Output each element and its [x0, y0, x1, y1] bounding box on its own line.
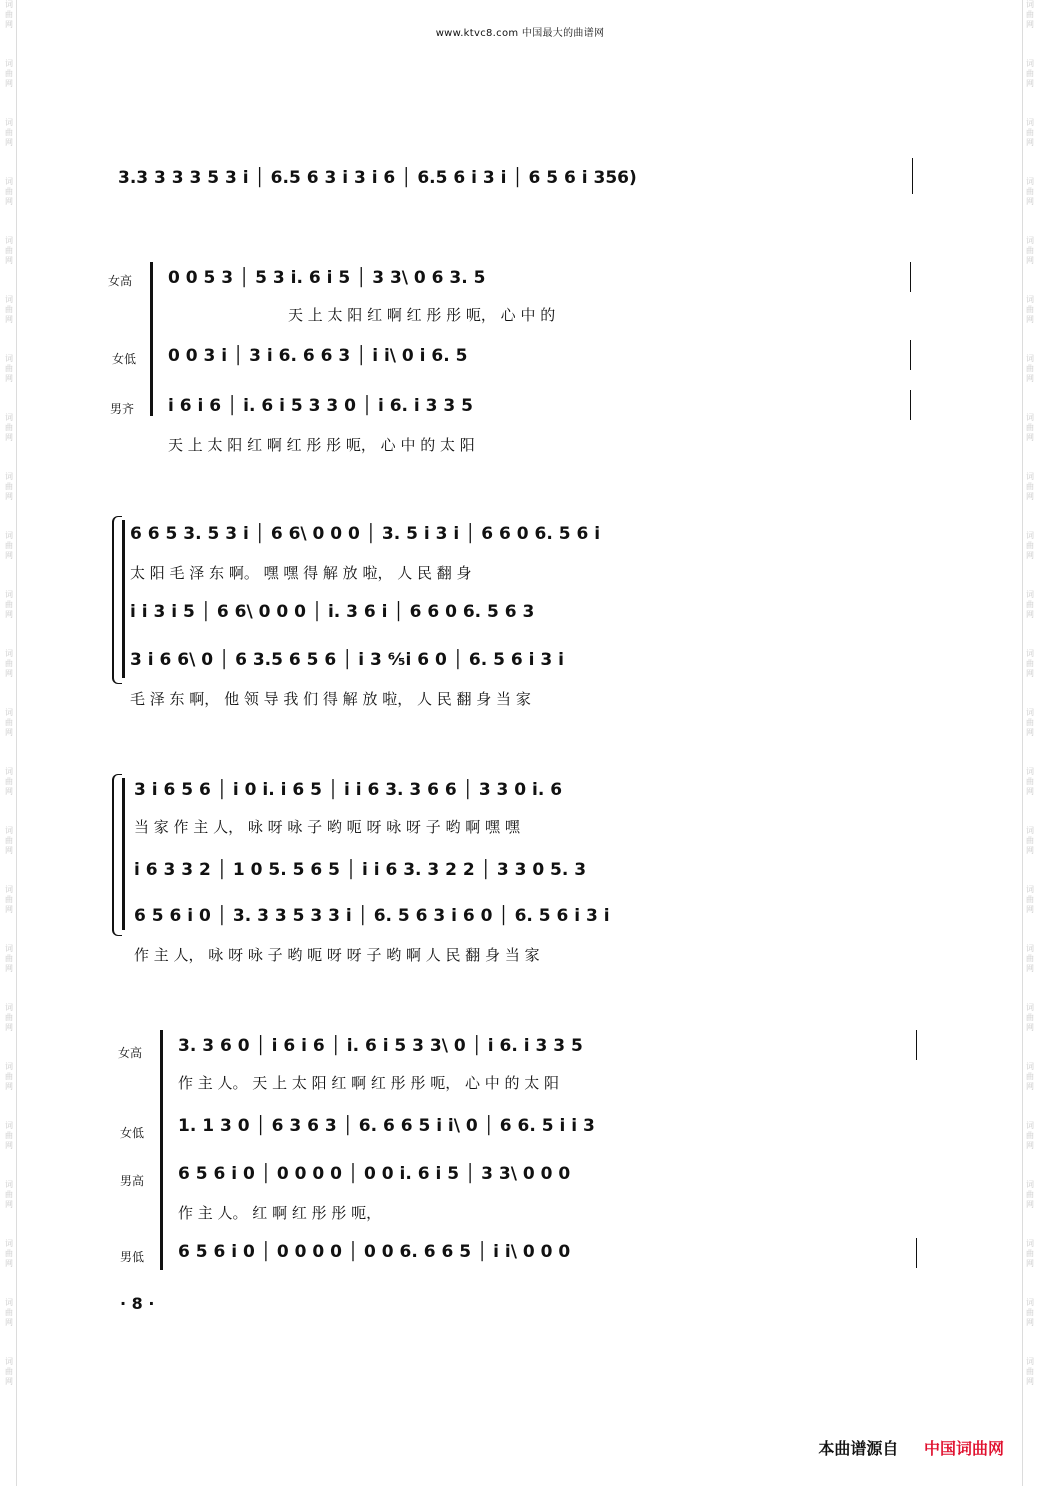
- label-s4-alto: 女低: [120, 1126, 145, 1140]
- watermark-group: [1026, 1121, 1034, 1151]
- label-alto: 女低: [112, 352, 137, 366]
- watermark-glyph: 词: [5, 590, 13, 599]
- page-number: · 8 ·: [120, 1294, 155, 1313]
- watermark-glyph: 词: [5, 1180, 13, 1189]
- watermark-group: [1026, 590, 1034, 620]
- watermark-glyph: 词: [5, 1298, 13, 1307]
- watermark-glyph: 网: [5, 1141, 13, 1150]
- footer-site: 中国词曲网: [923, 1439, 1004, 1458]
- watermark-glyph: 词: [1026, 1239, 1034, 1248]
- s1-bar2: [910, 340, 911, 370]
- watermark-glyph: 词: [1026, 826, 1034, 835]
- s4-bar: [916, 1030, 917, 1060]
- s1-soprano-lyrics: 天 上 太 阳 红 啊 红 彤 彤 呃， 心 中 的: [288, 306, 556, 324]
- watermark-group: [1026, 1003, 1034, 1033]
- watermark-glyph: 网: [1026, 728, 1034, 737]
- watermark-glyph: 词: [1026, 177, 1034, 186]
- watermark-glyph: 曲: [5, 482, 13, 491]
- watermark-glyph: 词: [1026, 1003, 1034, 1012]
- watermark-glyph: 网: [1026, 256, 1034, 265]
- watermark-glyph: 曲: [5, 954, 13, 963]
- watermark-glyph: 词: [5, 236, 13, 245]
- watermark-glyph: 词: [5, 767, 13, 776]
- watermark-group: [5, 1003, 13, 1033]
- watermark-group: [1026, 295, 1034, 325]
- watermark-glyph: 网: [5, 610, 13, 619]
- watermark-glyph: 网: [5, 964, 13, 973]
- s1-alto-notes: 0 0 3 i │ 3 i 6. 6 6 3 │ i i\ 0 i 6. 5: [168, 346, 468, 366]
- watermark-glyph: 网: [5, 433, 13, 442]
- s4-soprano-notes: 3. 3 6 0 │ i 6 i 6 │ i. 6 i 5 3 3\ 0 │ i 6. i 3 3 5: [178, 1036, 583, 1056]
- watermark-glyph: 网: [1026, 79, 1034, 88]
- watermark-glyph: 曲: [1026, 69, 1034, 78]
- watermark-glyph: 词: [5, 826, 13, 835]
- s4-tenor-notes: 6 5 6 i 0 │ 0 0 0 0 │ 0 0 i. 6 i 5 │ 3 3\ 0 0 0: [178, 1164, 571, 1184]
- label-s4-tenor: 男高: [120, 1174, 145, 1188]
- watermark-glyph: 曲: [5, 1072, 13, 1081]
- watermark-glyph: 网: [5, 728, 13, 737]
- watermark-group: [1026, 1357, 1034, 1387]
- watermark-glyph: 曲: [1026, 1190, 1034, 1199]
- watermark-glyph: 曲: [1026, 895, 1034, 904]
- source-footer: [818, 1436, 1004, 1459]
- watermark-glyph: 网: [5, 256, 13, 265]
- s2-soprano-lyrics: 太 阳 毛 泽 东 啊。 嘿 嘿 得 解 放 啦， 人 民 翻 身: [130, 564, 472, 582]
- watermark-group: [1026, 767, 1034, 797]
- watermark-glyph: 曲: [1026, 187, 1034, 196]
- watermark-glyph: 曲: [1026, 1308, 1034, 1317]
- watermark-glyph: 曲: [5, 423, 13, 432]
- watermark-glyph: 词: [1026, 472, 1034, 481]
- watermark-glyph: 词: [5, 1062, 13, 1071]
- watermark-glyph: 词: [5, 1003, 13, 1012]
- watermark-glyph: 词: [1026, 708, 1034, 717]
- watermark-group: [5, 354, 13, 384]
- watermark-glyph: 曲: [1026, 541, 1034, 550]
- system2-brace: [112, 516, 122, 684]
- watermark-glyph: 网: [5, 1023, 13, 1032]
- watermark-glyph: 曲: [1026, 482, 1034, 491]
- watermark-group: [5, 531, 13, 561]
- watermark-right: [1024, 0, 1036, 1486]
- watermark-glyph: 网: [1026, 374, 1034, 383]
- watermark-left: [3, 0, 15, 1486]
- watermark-group: [1026, 236, 1034, 266]
- watermark-group: [1026, 354, 1034, 384]
- s4-tenor-lyrics: 作 主 人。 红 啊 红 彤 彤 呃，: [178, 1204, 382, 1222]
- watermark-glyph: 网: [1026, 433, 1034, 442]
- watermark-glyph: 词: [1026, 413, 1034, 422]
- system2-bracket: [122, 520, 129, 678]
- watermark-group: [5, 177, 13, 207]
- watermark-glyph: 网: [1026, 1259, 1034, 1268]
- watermark-group: [5, 1180, 13, 1210]
- watermark-glyph: 词: [1026, 118, 1034, 127]
- watermark-glyph: 曲: [1026, 659, 1034, 668]
- s2-alto-notes: i i 3 i 5 │ 6 6\ 0 0 0 │ i. 3 6 i │ 6 6 0 6. 5 6 3: [130, 602, 535, 622]
- watermark-glyph: 曲: [5, 69, 13, 78]
- watermark-group: [1026, 1239, 1034, 1269]
- s2-men-notes: 3 i 6 6\ 0 │ 6 3.5 6 5 6 │ i 3 ⁶⁄₅i 6 0 │ 6. 5 6 i 3 i: [130, 650, 564, 670]
- watermark-group: [1026, 944, 1034, 974]
- watermark-glyph: 词: [1026, 1180, 1034, 1189]
- watermark-glyph: 网: [1026, 197, 1034, 206]
- watermark-glyph: 网: [5, 1259, 13, 1268]
- s3-soprano-lyrics: 当 家 作 主 人， 咏 呀 咏 子 哟 呃 呀 咏 呀 子 哟 啊 嘿 嘿: [134, 818, 520, 836]
- watermark-glyph: 词: [1026, 59, 1034, 68]
- watermark-glyph: 网: [1026, 1141, 1034, 1150]
- watermark-glyph: 词: [5, 944, 13, 953]
- watermark-glyph: 网: [1026, 964, 1034, 973]
- watermark-group: [1026, 1062, 1034, 1092]
- watermark-glyph: 词: [1026, 649, 1034, 658]
- watermark-glyph: 词: [1026, 354, 1034, 363]
- watermark-glyph: 词: [1026, 236, 1034, 245]
- watermark-glyph: 网: [1026, 138, 1034, 147]
- s4-alto-notes: 1. 1 3 0 │ 6 3 6 3 │ 6. 6 6 5 i i\ 0 │ 6 6. 5 i i 3: [178, 1116, 595, 1136]
- watermark-glyph: 曲: [1026, 954, 1034, 963]
- watermark-glyph: 曲: [1026, 718, 1034, 727]
- watermark-glyph: 词: [1026, 295, 1034, 304]
- watermark-glyph: 网: [1026, 1023, 1034, 1032]
- watermark-group: [5, 295, 13, 325]
- watermark-group: [1026, 472, 1034, 502]
- watermark-glyph: 词: [1026, 531, 1034, 540]
- watermark-glyph: 网: [5, 374, 13, 383]
- watermark-group: [5, 590, 13, 620]
- watermark-glyph: 曲: [5, 1308, 13, 1317]
- watermark-glyph: 曲: [1026, 305, 1034, 314]
- watermark-glyph: 网: [1026, 315, 1034, 324]
- footer-source: 本曲谱源自: [818, 1439, 899, 1458]
- watermark-group: [5, 413, 13, 443]
- right-border: [1022, 0, 1023, 1486]
- s4-soprano-lyrics: 作 主 人。 天 上 太 阳 红 啊 红 彤 彤 呃， 心 中 的 太 阳: [178, 1074, 560, 1092]
- watermark-glyph: 曲: [1026, 364, 1034, 373]
- watermark-glyph: 曲: [5, 600, 13, 609]
- watermark-glyph: 网: [5, 1200, 13, 1209]
- s2-men-lyrics: 毛 泽 东 啊， 他 领 导 我 们 得 解 放 啦， 人 民 翻 身 当 家: [130, 690, 531, 708]
- s3-men-lyrics: 作 主 人， 咏 呀 咏 子 哟 呃 呀 呀 子 哟 啊 人 民 翻 身 当 家: [134, 946, 540, 964]
- system3-bracket: [122, 778, 129, 930]
- s1-bar3: [910, 390, 911, 420]
- s1-men-notes: i 6 i 6 │ i. 6 i 5 3 3 0 │ i 6. i 3 3 5: [168, 396, 473, 416]
- watermark-group: [1026, 708, 1034, 738]
- system4-bracket: [160, 1030, 167, 1270]
- watermark-glyph: 词: [1026, 0, 1034, 9]
- watermark-group: [5, 944, 13, 974]
- watermark-glyph: 词: [1026, 1357, 1034, 1366]
- s4-bass-notes: 6 5 6 i 0 │ 0 0 0 0 │ 0 0 6. 6 6 5 │ i i\ 0 0 0: [178, 1242, 571, 1262]
- watermark-glyph: 网: [1026, 610, 1034, 619]
- watermark-group: [5, 118, 13, 148]
- watermark-group: [1026, 59, 1034, 89]
- watermark-glyph: 曲: [5, 777, 13, 786]
- watermark-glyph: 网: [1026, 787, 1034, 796]
- watermark-glyph: 曲: [1026, 1131, 1034, 1140]
- watermark-glyph: 网: [5, 79, 13, 88]
- watermark-glyph: 曲: [5, 541, 13, 550]
- watermark-group: [5, 826, 13, 856]
- watermark-glyph: 网: [5, 1318, 13, 1327]
- watermark-glyph: 网: [5, 551, 13, 560]
- watermark-glyph: 网: [5, 315, 13, 324]
- watermark-glyph: 词: [5, 59, 13, 68]
- watermark-glyph: 词: [5, 295, 13, 304]
- watermark-glyph: 曲: [5, 659, 13, 668]
- watermark-glyph: 曲: [5, 187, 13, 196]
- watermark-glyph: 网: [1026, 1200, 1034, 1209]
- s3-alto-notes: i 6 3 3 2 │ 1 0 5. 5 6 5 │ i i 6 3. 3 2 2 │ 3 3 0 5. 3: [134, 860, 587, 880]
- watermark-glyph: 词: [1026, 590, 1034, 599]
- watermark-group: [1026, 826, 1034, 856]
- watermark-glyph: 网: [5, 846, 13, 855]
- watermark-glyph: 曲: [1026, 423, 1034, 432]
- watermark-glyph: 词: [1026, 767, 1034, 776]
- s2-soprano-notes: 6 6 5 3. 5 3 i │ 6 6\ 0 0 0 │ 3. 5 i 3 i │ 6 6 0 6. 5 6 i: [130, 524, 601, 544]
- watermark-glyph: 词: [5, 649, 13, 658]
- watermark-group: [5, 59, 13, 89]
- watermark-glyph: 曲: [5, 10, 13, 19]
- watermark-glyph: 网: [1026, 1377, 1034, 1386]
- watermark-group: [1026, 177, 1034, 207]
- watermark-group: [5, 1298, 13, 1328]
- watermark-glyph: 词: [1026, 1298, 1034, 1307]
- watermark-group: [1026, 531, 1034, 561]
- watermark-glyph: 网: [5, 1377, 13, 1386]
- watermark-glyph: 网: [1026, 669, 1034, 678]
- watermark-glyph: 词: [5, 1357, 13, 1366]
- watermark-group: [5, 1239, 13, 1269]
- watermark-group: [1026, 1180, 1034, 1210]
- s3-soprano-notes: 3 i 6 5 6 │ i 0 i. i 6 5 │ i i 6 3. 3 6 6 │ 3 3 0 i. 6: [134, 780, 563, 800]
- watermark-group: [1026, 118, 1034, 148]
- watermark-glyph: 词: [5, 885, 13, 894]
- watermark-glyph: 曲: [1026, 777, 1034, 786]
- left-border: [16, 0, 17, 1486]
- s3-men-notes: 6 5 6 i 0 │ 3. 3 3 5 3 3 i │ 6. 5 6 3 i 6 0 │ 6. 5 6 i 3 i: [134, 906, 610, 926]
- watermark-glyph: 曲: [1026, 836, 1034, 845]
- system1-bracket: [150, 262, 157, 416]
- watermark-glyph: 词: [5, 1121, 13, 1130]
- watermark-glyph: 词: [5, 1239, 13, 1248]
- watermark-group: [5, 1062, 13, 1092]
- watermark-glyph: 网: [1026, 846, 1034, 855]
- watermark-group: [5, 1121, 13, 1151]
- watermark-group: [5, 885, 13, 915]
- watermark-glyph: 曲: [5, 895, 13, 904]
- watermark-glyph: 词: [5, 0, 13, 9]
- watermark-glyph: 词: [1026, 1062, 1034, 1071]
- watermark-glyph: 曲: [1026, 1249, 1034, 1258]
- watermark-glyph: 词: [5, 708, 13, 717]
- intro-notes: 3.3 3 3 3 5 3 i │ 6.5 6 3 i 3 i 6 │ 6.5 6 i 3 i │ 6 5 6 i 356): [118, 168, 637, 188]
- watermark-glyph: 曲: [5, 718, 13, 727]
- watermark-glyph: 曲: [5, 128, 13, 137]
- watermark-glyph: 网: [5, 787, 13, 796]
- watermark-glyph: 网: [5, 905, 13, 914]
- watermark-glyph: 词: [5, 118, 13, 127]
- site-header: www.ktvc8.com 中国最大的曲谱网: [435, 28, 605, 39]
- watermark-group: [1026, 885, 1034, 915]
- watermark-glyph: 曲: [1026, 246, 1034, 255]
- watermark-glyph: 词: [1026, 1121, 1034, 1130]
- watermark-group: [5, 649, 13, 679]
- s1-men-lyrics: 天 上 太 阳 红 啊 红 彤 彤 呃， 心 中 的 太 阳: [168, 436, 475, 454]
- watermark-glyph: 词: [5, 413, 13, 422]
- label-soprano: 女高: [108, 274, 133, 288]
- watermark-glyph: 网: [5, 197, 13, 206]
- watermark-glyph: 网: [5, 138, 13, 147]
- watermark-glyph: 曲: [5, 364, 13, 373]
- watermark-glyph: 网: [5, 669, 13, 678]
- watermark-glyph: 网: [1026, 1318, 1034, 1327]
- watermark-glyph: 曲: [5, 1131, 13, 1140]
- watermark-glyph: 曲: [1026, 1072, 1034, 1081]
- watermark-glyph: 词: [5, 472, 13, 481]
- watermark-glyph: 词: [5, 177, 13, 186]
- watermark-glyph: 网: [1026, 492, 1034, 501]
- system3-brace: [112, 774, 122, 936]
- watermark-glyph: 词: [5, 531, 13, 540]
- watermark-glyph: 网: [1026, 1082, 1034, 1091]
- watermark-group: [1026, 1298, 1034, 1328]
- watermark-glyph: 曲: [5, 1190, 13, 1199]
- watermark-glyph: 曲: [5, 836, 13, 845]
- watermark-glyph: 曲: [1026, 10, 1034, 19]
- s1-soprano-notes: 0 0 5 3 │ 5 3 i. 6 i 5 │ 3 3\ 0 6 3. 5: [168, 268, 486, 288]
- watermark-glyph: 网: [1026, 905, 1034, 914]
- watermark-group: [5, 472, 13, 502]
- watermark-glyph: 曲: [1026, 128, 1034, 137]
- watermark-glyph: 网: [1026, 20, 1034, 29]
- watermark-glyph: 网: [5, 1082, 13, 1091]
- watermark-glyph: 曲: [5, 1013, 13, 1022]
- watermark-glyph: 曲: [1026, 600, 1034, 609]
- label-men: 男齐: [110, 402, 135, 416]
- watermark-glyph: 曲: [5, 1249, 13, 1258]
- intro-end-bar: [912, 158, 913, 194]
- watermark-glyph: 曲: [5, 246, 13, 255]
- watermark-glyph: 词: [1026, 944, 1034, 953]
- watermark-group: [5, 767, 13, 797]
- watermark-glyph: 网: [1026, 551, 1034, 560]
- watermark-group: [5, 236, 13, 266]
- watermark-group: [1026, 413, 1034, 443]
- watermark-glyph: 曲: [5, 1367, 13, 1376]
- watermark-glyph: 网: [5, 20, 13, 29]
- watermark-glyph: 曲: [5, 305, 13, 314]
- s1-bar: [910, 262, 911, 292]
- watermark-glyph: 网: [5, 492, 13, 501]
- label-s4-bass: 男低: [120, 1250, 145, 1264]
- watermark-group: [1026, 649, 1034, 679]
- watermark-glyph: 词: [5, 354, 13, 363]
- watermark-group: [5, 708, 13, 738]
- label-s4-soprano: 女高: [118, 1046, 143, 1060]
- watermark-glyph: 曲: [1026, 1367, 1034, 1376]
- watermark-group: [5, 1357, 13, 1387]
- watermark-glyph: 曲: [1026, 1013, 1034, 1022]
- watermark-glyph: 词: [1026, 885, 1034, 894]
- s4-bar2: [916, 1238, 917, 1268]
